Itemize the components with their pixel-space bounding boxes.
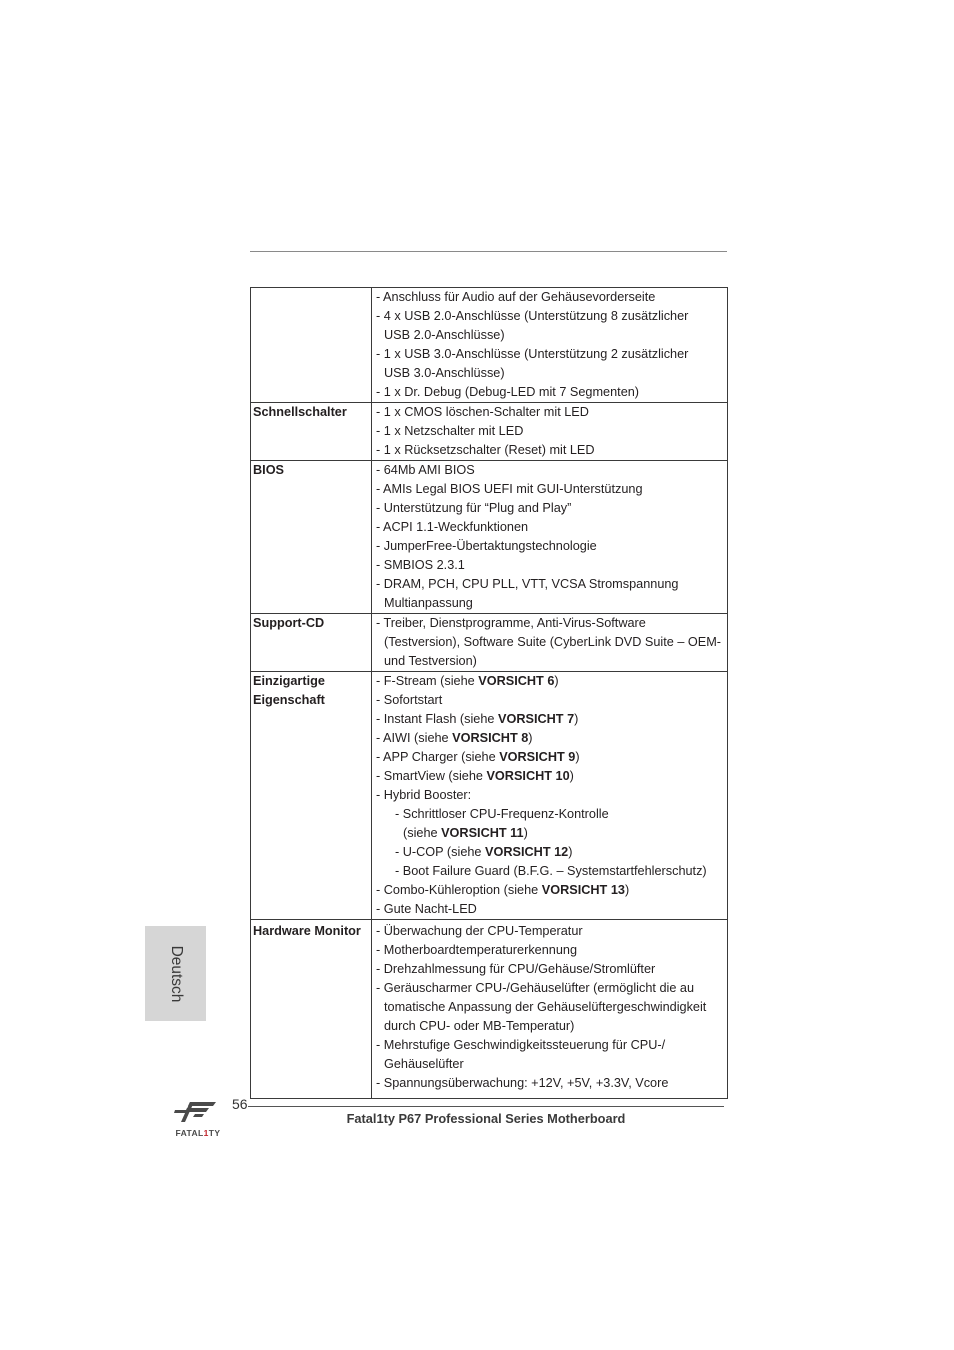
spec-row: [251, 672, 728, 920]
caution-reference: VORSICHT 7: [498, 712, 575, 726]
spec-text: - 1 x Dr. Debug (Debug-LED mit 7 Segmenten): [376, 385, 640, 399]
spec-line: [376, 1036, 727, 1055]
spec-text: - Boot Failure Guard (B.F.G. – Systemstartfehlerschutz): [395, 864, 707, 878]
spec-text: USB 3.0-Anschlüsse): [384, 366, 505, 380]
spec-row: [251, 461, 728, 614]
spec-text: - 1 x CMOS löschen-Schalter mit LED: [376, 405, 589, 419]
spec-values: [372, 614, 728, 672]
spec-line: [376, 422, 727, 441]
spec-text: - F-Stream (siehe: [376, 674, 479, 688]
spec-text: - AIWI (siehe: [376, 731, 453, 745]
logo-wordmark: FATAL1TY: [175, 1128, 221, 1138]
spec-text: - DRAM, PCH, CPU PLL, VTT, VCSA Stromspannung: [376, 577, 679, 591]
spec-line: [376, 307, 727, 326]
spec-text: ): [528, 731, 533, 745]
spec-label: BIOS: [251, 461, 372, 614]
caution-reference: VORSICHT 12: [485, 845, 569, 859]
spec-text: - Anschluss für Audio auf der Gehäusevorderseite: [376, 290, 656, 304]
spec-text: - Drehzahlmessung für CPU/Gehäuse/Stromlüfter: [376, 962, 656, 976]
spec-text: ): [624, 883, 630, 897]
spec-row: [251, 403, 728, 461]
page-number: 56: [232, 1096, 248, 1112]
spec-line: [376, 979, 727, 998]
spec-text: ): [554, 674, 559, 688]
spec-label: Hardware Monitor: [251, 920, 372, 1099]
spec-text: Gehäuselüfter: [384, 1057, 464, 1071]
spec-text: - 64Mb AMI BIOS: [376, 463, 475, 477]
spec-values: [372, 288, 728, 403]
spec-text: - Überwachung der CPU-Temperatur: [376, 924, 583, 938]
spec-line: [376, 383, 727, 402]
spec-line: [376, 729, 727, 748]
spec-text: - Schrittloser CPU-Frequenz-Kontrolle: [395, 807, 609, 821]
spec-line: [376, 461, 727, 480]
spec-text: - SmartView (siehe: [376, 769, 487, 783]
spec-label: Schnellschalter: [251, 403, 372, 461]
spec-line: [376, 499, 727, 518]
spec-line: [376, 288, 727, 307]
spec-text: - Geräuscharmer CPU-/Gehäuselüfter (ermöglicht die au: [376, 981, 695, 995]
header-rule: [250, 251, 727, 252]
spec-line: [376, 480, 727, 499]
spec-text: - 4 x USB 2.0-Anschlüsse (Unterstützung 8 zusätzlicher: [376, 309, 689, 323]
spec-text: tomatische Anpassung der Gehäuselüftergeschwindigkeit: [384, 1000, 707, 1014]
spec-text: (siehe: [403, 826, 442, 840]
logo-mark-icon: [174, 1102, 216, 1122]
spec-line: [376, 1017, 727, 1036]
spec-line: [376, 326, 727, 345]
spec-text: ): [575, 750, 580, 764]
spec-line: [376, 403, 727, 422]
spec-text: - Treiber, Dienstprogramme, Anti-Virus-Software: [376, 616, 646, 630]
footer-title: Fatal1ty P67 Professional Series Motherboard: [346, 1111, 626, 1126]
spec-text: - Mehrstufige Geschwindigkeitssteuerung für CPU-/: [376, 1038, 666, 1052]
spec-text: ): [568, 845, 573, 859]
spec-line: [376, 786, 727, 805]
fatal1ty-logo: [168, 1099, 228, 1143]
spec-text: - ACPI 1.1-Weckfunktionen: [376, 520, 529, 534]
caution-reference: VORSICHT 10: [486, 769, 570, 783]
spec-text: - Unterstützung für “Plug and Play”: [376, 501, 572, 515]
spec-line: [376, 594, 727, 613]
spec-values: [372, 920, 728, 1099]
spec-text: - JumperFree-Übertaktungstechnologie: [376, 539, 597, 553]
spec-row: [251, 288, 728, 403]
spec-line: [376, 537, 727, 556]
spec-text: - AMIs Legal BIOS UEFI mit GUI-Unterstützung: [376, 482, 643, 496]
spec-line: [376, 614, 727, 633]
spec-text: und Testversion): [384, 654, 477, 668]
spec-line: [376, 575, 727, 594]
spec-line: [376, 900, 727, 919]
spec-line: [376, 805, 727, 824]
spec-line: [376, 881, 727, 900]
spec-text: - Instant Flash (siehe: [376, 712, 498, 726]
spec-line: [376, 941, 727, 960]
spec-line: [376, 960, 727, 979]
spec-text: durch CPU- oder MB-Temperatur): [384, 1019, 575, 1033]
spec-text: - Spannungsüberwachung: +12V, +5V, +3.3V, Vcore: [376, 1076, 669, 1090]
spec-line: [376, 633, 727, 652]
spec-line: [376, 710, 727, 729]
spec-text: - 1 x USB 3.0-Anschlüsse (Unterstützung 2 zusätzlicher: [376, 347, 689, 361]
spec-text: - Combo-Kühleroption (siehe: [376, 883, 542, 897]
spec-text: ): [574, 712, 579, 726]
spec-line: [376, 862, 727, 881]
spec-line: [376, 441, 727, 460]
spec-text: ): [569, 769, 574, 783]
spec-text: - SMBIOS 2.3.1: [376, 558, 465, 572]
spec-text: - Hybrid Booster:: [376, 788, 472, 802]
spec-text: - APP Charger (siehe: [376, 750, 500, 764]
spec-line: [376, 767, 727, 786]
spec-text: ): [523, 826, 528, 840]
spec-values: [372, 403, 728, 461]
spec-values: [372, 672, 728, 920]
spec-text: (Testversion), Software Suite (CyberLink DVD Suite – OEM-: [384, 635, 722, 649]
spec-line: [376, 364, 727, 383]
caution-reference: VORSICHT 9: [499, 750, 576, 764]
spec-text: Multianpassung: [384, 596, 473, 610]
spec-values: [372, 461, 728, 614]
spec-line: [376, 556, 727, 575]
spec-label: Support-CD: [251, 614, 372, 672]
spec-line: [376, 1055, 727, 1074]
spec-text: - 1 x Netzschalter mit LED: [376, 424, 524, 438]
caution-reference: VORSICHT 8: [452, 731, 529, 745]
spec-text: USB 2.0-Anschlüsse): [384, 328, 505, 342]
spec-text: - Motherboardtemperaturerkennung: [376, 943, 577, 957]
spec-line: [376, 691, 727, 710]
spec-line: [376, 748, 727, 767]
spec-line: [376, 1074, 727, 1093]
spec-text: - Gute Nacht-LED: [376, 902, 477, 916]
caution-reference: VORSICHT 11: [441, 826, 524, 840]
spec-row: [251, 614, 728, 672]
spec-text: - 1 x Rücksetzschalter (Reset) mit LED: [376, 443, 595, 457]
spec-table-body: [251, 288, 728, 1099]
spec-line: [376, 843, 727, 862]
spec-line: [376, 672, 727, 691]
spec-table: [250, 287, 728, 1099]
footer-rule: [248, 1106, 724, 1107]
spec-label: [251, 288, 372, 403]
spec-line: [376, 652, 727, 671]
spec-label: Einzigartige Eigenschaft: [251, 672, 372, 920]
spec-line: [376, 824, 727, 843]
spec-line: [376, 345, 727, 364]
caution-reference: VORSICHT 13: [541, 883, 625, 897]
language-tab: [145, 926, 206, 1021]
spec-line: [376, 922, 727, 941]
caution-reference: VORSICHT 6: [478, 674, 555, 688]
spec-line: [376, 518, 727, 537]
spec-text: - Sofortstart: [376, 693, 443, 707]
language-tab-label: Deutsch: [167, 945, 185, 1002]
spec-text: - U-COP (siehe: [395, 845, 486, 859]
spec-line: [376, 998, 727, 1017]
spec-row: [251, 920, 728, 1099]
